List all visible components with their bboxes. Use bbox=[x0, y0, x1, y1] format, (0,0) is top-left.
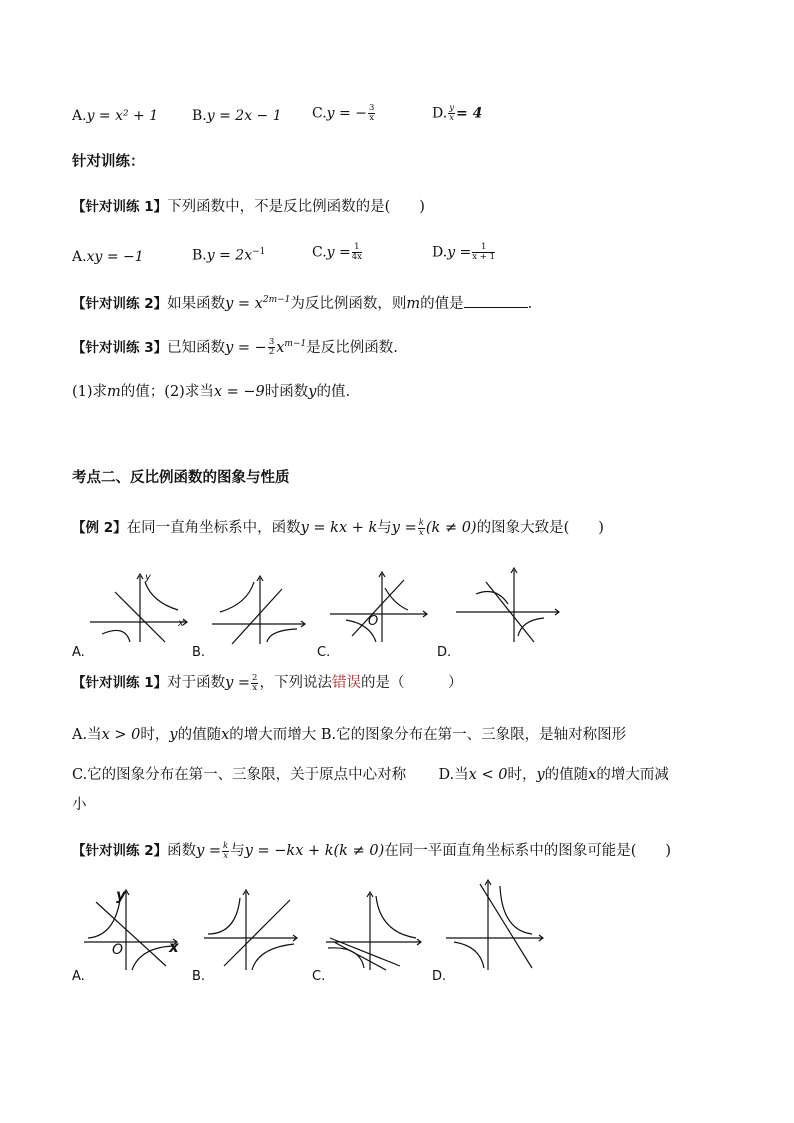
t1-option-a: A.xy = −1 bbox=[72, 249, 144, 265]
graph-2c-label: C. bbox=[312, 969, 326, 984]
axis-x-label: x bbox=[178, 618, 184, 629]
graph-1b-label: B. bbox=[192, 645, 206, 660]
q1-option-c: C.y = − $\frac{3}{x}$ bbox=[312, 103, 375, 123]
graph-1a bbox=[90, 572, 190, 644]
graph-1b bbox=[212, 574, 312, 646]
graph-2c bbox=[326, 886, 426, 972]
answer-blank bbox=[464, 293, 528, 308]
graph-2a bbox=[84, 886, 184, 972]
q1-option-a: A.y = x² + 1 bbox=[72, 108, 159, 124]
training-2-question: 【针对训练 2】如果函数$y = x^{2m-1}$为反比例函数，则m的值是 . bbox=[72, 290, 532, 314]
graph-1c bbox=[330, 570, 434, 644]
axis-y-label: y bbox=[145, 572, 151, 583]
graph-2b bbox=[204, 886, 304, 972]
q1-option-d: D. $\frac{y}{x}$ = 4 bbox=[432, 103, 483, 123]
training-5-question: 【针对训练 2】函数y = $\frac{k}{x}$ 与y = −kx + k(k ≠ 0)在同一平面直角坐标系中的图象可能是( ) bbox=[72, 840, 672, 861]
section-train-heading: 针对训练： bbox=[72, 153, 145, 170]
q1-option-b: B.y = 2x − 1 bbox=[192, 108, 282, 124]
graph-1a-label: A. bbox=[72, 645, 85, 660]
origin-label-2: O bbox=[112, 942, 124, 958]
training-1-question: 【针对训练 1】下列函数中，不是反比例函数的是( ) bbox=[72, 199, 425, 215]
section-2-title: 考点二、反比例函数的图象与性质 bbox=[72, 469, 290, 486]
t1-option-b: $B.y = 2x^{-1}$ bbox=[192, 247, 266, 264]
axis-y-label-2: y bbox=[116, 886, 126, 904]
graph-2a-label: A. bbox=[72, 969, 85, 984]
example-2-question: 【例 2】在同一直角坐标系中，函数y = kx + k与y = $\frac{k}{x}$ (k ≠ 0)的图象大致是( ) bbox=[72, 517, 604, 538]
origin-label: O bbox=[368, 614, 379, 629]
graph-1d bbox=[456, 566, 564, 644]
graph-1c-label: C. bbox=[317, 645, 331, 660]
graph-2b-label: B. bbox=[192, 969, 206, 984]
graph-1d-label: D. bbox=[437, 645, 452, 660]
t4-options-ab: A.当x > 0时，y的值随x的增大而增大 B.它的图象分布在第一、三象限，是轴对称图形 bbox=[72, 727, 627, 743]
t4-options-cd: C.它的图象分布在第一、三象限，关于原点中心对称 D.当x < 0时，y的值随x的增大而减 bbox=[72, 767, 669, 783]
axis-x-label-2: x bbox=[169, 938, 179, 956]
t1-option-d: D.y = $\frac{1}{x + 1}$ bbox=[432, 242, 496, 262]
graph-2d bbox=[446, 876, 550, 972]
training-3-question: 【针对训练 3】已知函数y = − $\frac{3}{2}$ $x^{m-1}$是反比例函数. bbox=[72, 337, 398, 358]
t1-option-c: C.y = $\frac{1}{4x}$ bbox=[312, 242, 362, 262]
t4-option-d-wrap: 小 bbox=[72, 797, 87, 813]
graph-2d-label: D. bbox=[432, 969, 447, 984]
training-3-subquestions: (1)求m的值；(2)求当x = −9时函数y的值. bbox=[72, 384, 351, 400]
training-4-question: 【针对训练 1】对于函数y = $\frac{2}{x}$ ，下列说法错误的是（ ） bbox=[72, 672, 463, 693]
